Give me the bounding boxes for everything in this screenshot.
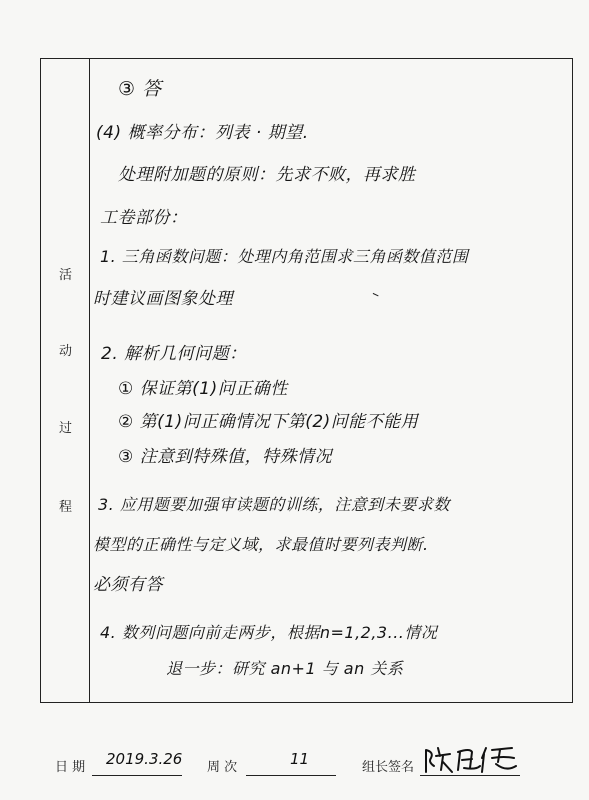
handwritten-line-11: 3. 应用题要加强审读题的训练，注意到未要求数 — [98, 495, 450, 514]
handwritten-line-14: 4. 数列问题向前走两步，根据n=1,2,3...情况 — [100, 623, 438, 642]
handwritten-line-8: ① 保证第(1)问正确性 — [118, 379, 288, 399]
handwritten-line-10: ③ 注意到特殊值，特殊情况 — [118, 447, 333, 467]
side-label-dong: 动 — [58, 344, 72, 359]
handwritten-line-3: 处理附加题的原则：先求不败，再求胜 — [118, 165, 416, 185]
signature-label: 组长签名 — [362, 760, 415, 775]
side-label-guo: 过 — [58, 421, 72, 436]
handwritten-signature — [422, 742, 522, 776]
side-label-cheng: 程 — [58, 500, 72, 515]
handwritten-line-9: ② 第(1)问正确情况下第(2)问能不能用 — [118, 412, 419, 432]
handwritten-line-12: 模型的正确性与定义域，求最值时要列表判断. — [93, 535, 429, 554]
handwritten-line-15: 退一步：研究 an+1 与 an 关系 — [166, 659, 404, 678]
week-label: 周 次 — [207, 760, 238, 775]
handwritten-line-6: 时建议画图象处理 — [93, 289, 233, 309]
date-underline — [92, 775, 182, 776]
handwritten-line-7: 2. 解析几何问题： — [101, 344, 247, 364]
handwritten-line-2: (4) 概率分布：列表 · 期望. — [96, 123, 309, 143]
week-value: 11 — [290, 750, 310, 768]
side-label-huo: 活 — [58, 268, 72, 283]
activity-process-column — [41, 59, 90, 702]
handwritten-line-13: 必须有答 — [93, 575, 163, 595]
handwritten-line-4: 工卷部份： — [100, 208, 188, 228]
date-value: 2019.3.26 — [106, 750, 183, 768]
handwritten-line-1: ③ 答 — [118, 78, 162, 100]
week-underline — [246, 775, 336, 776]
handwritten-line-5: 1. 三角函数问题：处理内角范围求三角函数值范围 — [100, 247, 469, 266]
date-label: 日 期 — [55, 760, 86, 775]
